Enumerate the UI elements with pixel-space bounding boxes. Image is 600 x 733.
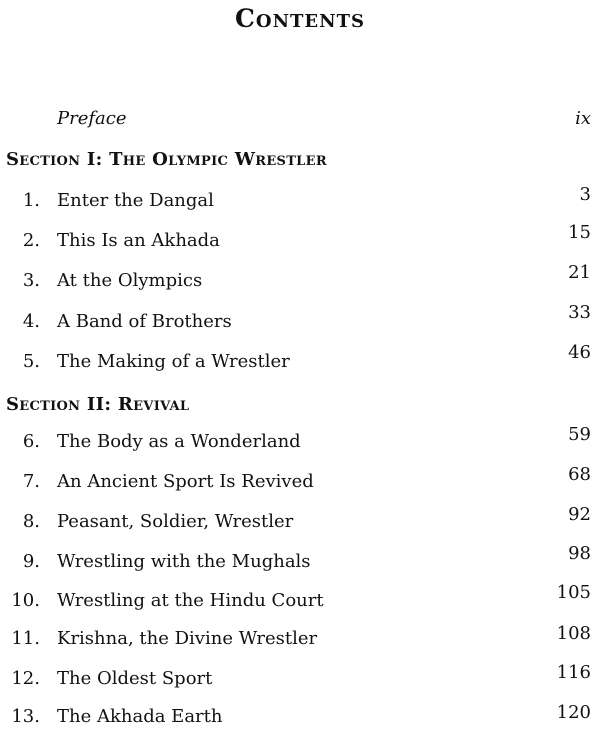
section-heading-1: Section I: The Olympic Wrestler <box>6 149 327 170</box>
chapter-number: 11. <box>11 628 40 649</box>
chapter-page: 68 <box>568 464 591 485</box>
contents-title: Contents <box>235 4 365 33</box>
chapter-title: The Body as a Wonderland <box>57 431 301 452</box>
chapter-number: 12. <box>11 668 40 689</box>
chapter-number: 7. <box>22 471 40 492</box>
chapter-number: 5. <box>22 351 40 372</box>
chapter-page: 120 <box>556 702 591 723</box>
chapter-number: 9. <box>22 551 40 572</box>
chapter-number: 3. <box>22 270 40 291</box>
chapter-number: 10. <box>11 590 40 611</box>
chapter-page: 59 <box>568 424 591 445</box>
chapter-page: 116 <box>556 662 591 683</box>
chapter-page: 105 <box>556 582 591 603</box>
chapter-title: At the Olympics <box>57 270 203 291</box>
section-heading-2: Section II: Revival <box>6 394 190 415</box>
chapter-title: Enter the Dangal <box>57 190 214 211</box>
chapter-title: This Is an Akhada <box>57 230 220 251</box>
chapter-number: 1. <box>22 190 40 211</box>
chapter-title: Krishna, the Divine Wrestler <box>57 628 318 649</box>
chapter-page: 21 <box>568 262 591 283</box>
chapter-number: 6. <box>22 431 40 452</box>
chapter-title: Wrestling with the Mughals <box>57 551 311 572</box>
chapter-page: 3 <box>579 184 591 205</box>
chapter-number: 13. <box>11 706 40 727</box>
chapter-title: A Band of Brothers <box>57 311 232 332</box>
chapter-page: 98 <box>568 543 591 564</box>
chapter-page: 15 <box>568 222 591 243</box>
chapter-title: The Oldest Sport <box>57 668 213 689</box>
chapter-page: 46 <box>568 342 591 363</box>
chapter-title: An Ancient Sport Is Revived <box>57 471 314 492</box>
chapter-title: Wrestling at the Hindu Court <box>57 590 324 611</box>
chapter-number: 2. <box>22 230 40 251</box>
chapter-number: 4. <box>22 311 40 332</box>
chapter-title: The Akhada Earth <box>57 706 223 727</box>
chapter-title: The Making of a Wrestler <box>57 351 290 372</box>
chapter-page: 92 <box>568 504 591 525</box>
chapter-title: Peasant, Soldier, Wrestler <box>57 511 294 532</box>
chapter-number: 8. <box>22 511 40 532</box>
chapter-page: 33 <box>568 302 591 323</box>
preface-label: Preface <box>57 108 127 129</box>
preface-page: ix <box>575 108 591 129</box>
chapter-page: 108 <box>556 623 591 644</box>
